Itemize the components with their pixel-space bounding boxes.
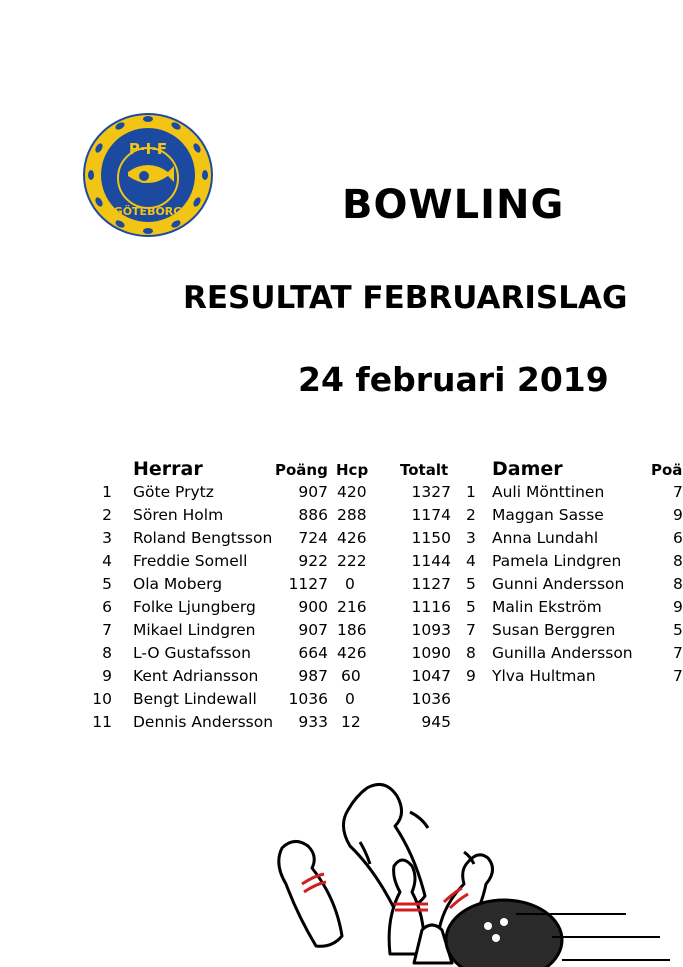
rank: 5 [466, 575, 476, 593]
page-subtitle: RESULTAT FEBRUARISLAG [183, 280, 628, 316]
rank: 9 [102, 667, 112, 685]
points: 987 [298, 667, 328, 685]
player-name: Sören Holm [133, 506, 224, 524]
total: 945 [421, 713, 451, 731]
logo-letters: P·I·F [128, 140, 168, 158]
points-partial: 8 [673, 552, 683, 570]
rank: 1 [466, 483, 476, 501]
player-name: Susan Berggren [492, 621, 616, 639]
herrar-points-header: Poäng [275, 461, 328, 479]
points-partial: 7 [673, 483, 683, 501]
total: 1090 [411, 644, 451, 662]
player-name: Mikael Lindgren [133, 621, 256, 639]
hcp: 186 [337, 621, 367, 639]
player-name: Maggan Sasse [492, 506, 604, 524]
bowling-pins-illustration [272, 780, 680, 963]
player-name: Bengt Lindewall [133, 690, 257, 708]
total: 1036 [411, 690, 451, 708]
player-name: Auli Mönttinen [492, 483, 605, 501]
rank: 9 [466, 667, 476, 685]
points-partial: 7 [673, 667, 683, 685]
hcp: 426 [337, 644, 367, 662]
points: 1127 [288, 575, 328, 593]
pif-goteborg-logo [82, 112, 214, 238]
points: 1036 [288, 690, 328, 708]
rank: 6 [102, 598, 112, 616]
rank: 10 [92, 690, 112, 708]
points: 907 [298, 483, 328, 501]
player-name: Gunilla Andersson [492, 644, 633, 662]
rank: 11 [92, 713, 112, 731]
rank: 8 [102, 644, 112, 662]
rank: 7 [466, 621, 476, 639]
rank: 8 [466, 644, 476, 662]
points: 664 [298, 644, 328, 662]
player-name: Folke Ljungberg [133, 598, 256, 616]
player-name: Dennis Andersson [133, 713, 274, 731]
rank: 1 [102, 483, 112, 501]
player-name: Göte Prytz [133, 483, 214, 501]
total: 1127 [411, 575, 451, 593]
points: 724 [298, 529, 328, 547]
rank: 4 [102, 552, 112, 570]
rank: 5 [102, 575, 112, 593]
rank: 7 [102, 621, 112, 639]
player-name: Gunni Andersson [492, 575, 625, 593]
damer-points-header: Poä [651, 461, 683, 479]
points: 933 [298, 713, 328, 731]
rank: 2 [102, 506, 112, 524]
hcp: 222 [337, 552, 367, 570]
hcp: 60 [341, 667, 361, 685]
total: 1047 [411, 667, 451, 685]
total: 1144 [411, 552, 451, 570]
points: 900 [298, 598, 328, 616]
points-partial: 7 [673, 644, 683, 662]
points-partial: 5 [673, 621, 683, 639]
hcp: 420 [337, 483, 367, 501]
logo-ring-text: GÖTEBORG [113, 205, 183, 218]
player-name: L-O Gustafsson [133, 644, 251, 662]
points: 886 [298, 506, 328, 524]
player-name: Kent Adriansson [133, 667, 259, 685]
total: 1093 [411, 621, 451, 639]
rank: 3 [466, 529, 476, 547]
hcp: 0 [345, 690, 355, 708]
player-name: Roland Bengtsson [133, 529, 273, 547]
damer-heading: Damer [492, 458, 563, 480]
hcp: 12 [341, 713, 361, 731]
event-date: 24 februari 2019 [298, 360, 609, 399]
hcp: 288 [337, 506, 367, 524]
hcp: 216 [337, 598, 367, 616]
total: 1174 [411, 506, 451, 524]
player-name: Freddie Somell [133, 552, 248, 570]
player-name: Anna Lundahl [492, 529, 599, 547]
herrar-total-header: Totalt [400, 461, 449, 479]
player-name: Pamela Lindgren [492, 552, 622, 570]
points-partial: 9 [673, 598, 683, 616]
total: 1116 [411, 598, 451, 616]
hcp: 426 [337, 529, 367, 547]
points: 922 [298, 552, 328, 570]
points-partial: 6 [673, 529, 683, 547]
total: 1327 [411, 483, 451, 501]
total: 1150 [411, 529, 451, 547]
page-title: BOWLING [342, 182, 565, 228]
rank: 4 [466, 552, 476, 570]
player-name: Malin Ekström [492, 598, 602, 616]
points-partial: 9 [673, 506, 683, 524]
rank: 5 [466, 598, 476, 616]
player-name: Ola Moberg [133, 575, 223, 593]
rank: 3 [102, 529, 112, 547]
points-partial: 8 [673, 575, 683, 593]
player-name: Ylva Hultman [492, 667, 596, 685]
rank: 2 [466, 506, 476, 524]
hcp: 0 [345, 575, 355, 593]
herrar-heading: Herrar [133, 458, 203, 480]
points: 907 [298, 621, 328, 639]
herrar-hcp-header: Hcp [336, 461, 369, 479]
